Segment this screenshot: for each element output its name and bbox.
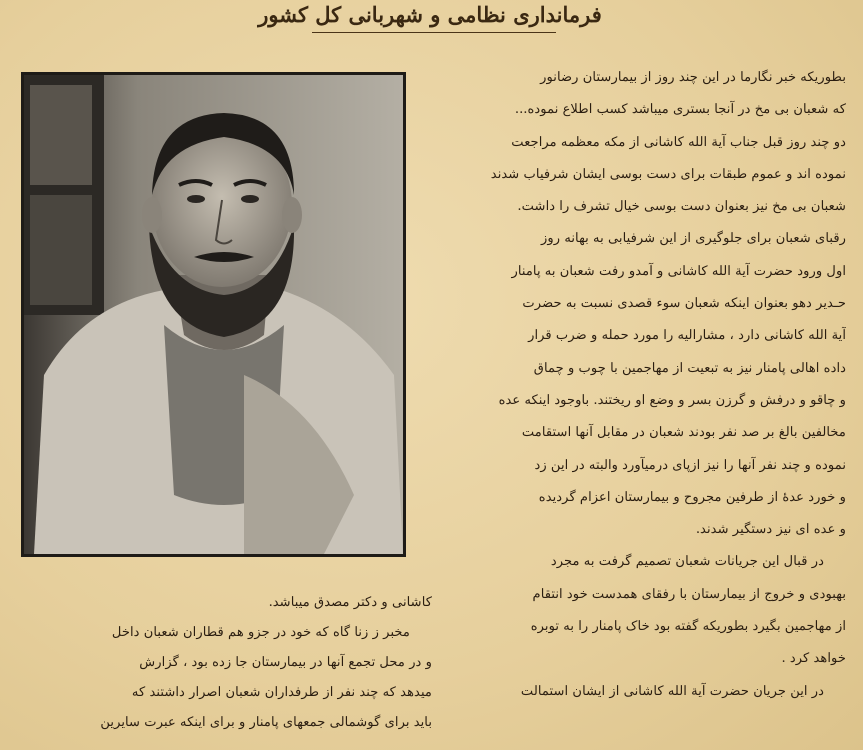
- text-line: و در محل تجمع آنها در بیمارستان جا زده بود ، گزارش: [139, 655, 432, 670]
- text-line: شعبان بی مخ نیز بعنوان دست بوسی خیال تشرف را داشت.: [517, 199, 846, 215]
- text-line: داده اهالی پامنار نیز به تبعیت از مهاجمین با چوب و چماق: [533, 360, 846, 376]
- right-text-column: [432, 62, 846, 708]
- text-line: و چاقو و درفش و گرزن بسر و وضع او ریختند. باوجود اینکه عده: [498, 392, 846, 408]
- text-line: آیة الله کاشانی دارد ، مشارالیه را مورد حمله و ضرب قرار: [528, 328, 846, 344]
- text-line: و خورد عدۀ از طرفین مجروح و بیمارستان اعزام گردیده: [538, 489, 846, 505]
- text-line: مخبر ز زنا گاه که خود در جزو هم قطاران شعبان داخل: [111, 625, 410, 640]
- portrait-photo: [21, 72, 406, 557]
- portrait-photo-image: [24, 75, 403, 554]
- text-line: رقبای شعبان برای جلوگیری از این شرفیابی به بهانه روز: [541, 231, 846, 247]
- text-line: که شعبان بی مخ در آنجا بستری میباشد کسب اطلاع نموده...: [514, 102, 846, 118]
- text-line: حـدیر دهو بعنوان اینکه شعبان سوء قصدی نسبت به حضرت: [522, 296, 846, 312]
- text-line: دو چند روز قبل جناب آیة الله کاشانی از مکه معظمه مراجعت: [511, 134, 846, 150]
- header-title: فرمانداری نظامی و شهربانی کل کشور: [258, 2, 602, 27]
- text-line: خواهد کرد .: [781, 651, 846, 667]
- left-text-column: [22, 588, 432, 738]
- text-line: میدهد که چند نفر از طرفداران شعبان اصرار داشتند که: [131, 685, 432, 700]
- text-line: و عده ای نیز دستگیر شدند.: [695, 522, 846, 538]
- text-line: بهبودی و خروج از بیمارستان با رفقای همدست خود انتقام: [532, 586, 846, 602]
- text-line: مخالفین بالغ بر صد نفر بودند شعبان در مقابل آنها استقامت: [521, 425, 846, 441]
- text-line: از مهاجمین بگیرد بطوریکه گفته بود خاک پامنار را به توبره: [530, 619, 846, 635]
- text-line: کاشانی و دکتر مصدق میباشد.: [268, 595, 432, 610]
- text-line: باید برای گوشمالی جمعهای پامنار و برای اینکه عبرت سایرین: [100, 715, 432, 730]
- text-line: نموده و چند نفر آنها را نیز ازپای درمیآورد والبته در این زد: [534, 457, 846, 473]
- text-line: بطوریکه خبر نگارما در این چند روز از بیمارستان رضانور: [540, 70, 846, 85]
- text-line: در این جریان حضرت آیة الله کاشانی از ایشان استمالت: [520, 683, 824, 699]
- header-underline: [312, 32, 556, 33]
- text-line: در قبال این جریانات شعبان تصمیم گرفت به مجرد: [550, 554, 824, 570]
- text-line: اول ورود حضرت آیة الله کاشانی و آمدو رفت شعبان به پامنار: [511, 263, 846, 279]
- text-line: نموده اند و عموم طبقات برای دست بوسی ایشان شرفیاب شدند: [490, 166, 846, 182]
